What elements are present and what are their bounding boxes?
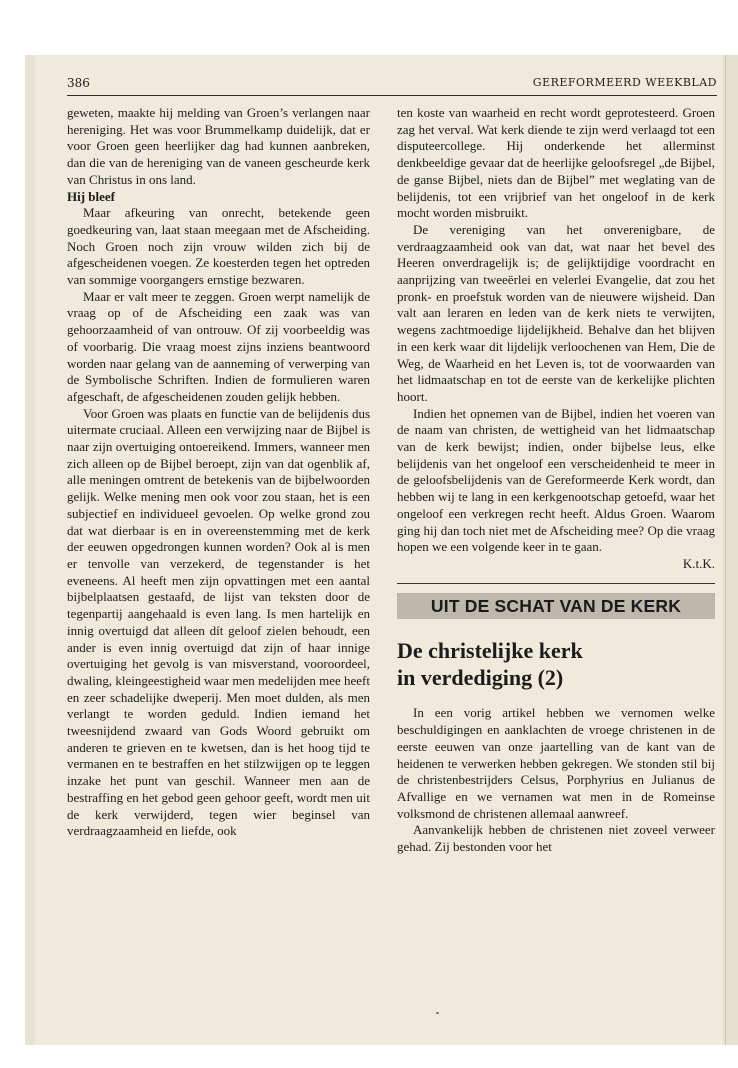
left-column [67,105,370,840]
article-title-line: De christelijke kerk [397,638,583,664]
paragraph: Voor Groen was plaats en functie van de belijdenis dus uitermate cruciaal. Alleen een verwijzing naar de Bijbel is naar zijn overtuiging ontoereikend. Immers, wanneer men zich alleen op de Bijbel beroept, zijn van dat ogenblik af, alle meningen omtrent de betekenis van de bijbelwoorden gelijk. Welke mening men ook voor zou staan, het is een subjectief en individueel gevoelen. Op welke grond zou dat wat dierbaar is en in overeenstemming met de kerk der eeuwen opgedrongen kunnen worden? Ook al is men er tenvolle van verzekerd, de tegenstander is het eveneens. Al heeft men zijn opvattingen met een aantal bijbelplaatsen gestaafd, de lijst van teksten door de tegenpartij aangehaald is even lang. Is men hartelijk en innig overtuigd dat alleen dít geloof zielen behoudt, een ander is even innig overtuigd dat zijn of haar innige overtuiging het gevolg is van misverstand, vooroordeel, dwaling, kleingeestigheid waar men medelijden mee heeft en zeer schadelijke dweperij. Men moet dulden, als men verlangt te worden geduld. Indien iemand het tweesnijdend zwaard van Gods Woord gebruikt om anderen te grieven en te kwetsen, dan is het hoog tijd te vermanen en te bestraffen en het stilzwijgen op te leggen inzake het punt van geschil. Wanneer men aan de bestraffing en het gebod geen gehoor geeft, wordt men uit de kerk verwijderd, tegen wier beginsel van verdraagzaamheid en liefde, ook [67,405,370,839]
adjacent-page-edge [725,55,738,1045]
magazine-page [35,55,723,1045]
scan-speck [436,1012,439,1014]
paragraph: Aanvankelijk hebben de christenen niet zoveel verweer gehad. Zij bestonden voor het [397,822,715,855]
paragraph: De vereniging van het onverenigbare, de verdraagzaamheid ook van dat, wat naar het bevel des Heeren onverdragelijk is; de gelijktijdige voordracht en aanprijzing van tweeërlei en velerlei Evangelie, dat zou het pronk- en proefstuk worden van de nieuwere wijsheid. Dan valt aan leraren en leden van de kerk niets te verwijten, wegens zachtmoedige lijdelijkheid. Behalve dan het blijven in een kerk waar dit lijdelijk verloochenen van Hem, Die de Weg, de Waarheid en het Leven is, tot de voorwaarden van het lidmaatschap en tot de eerste van de kerkelijke plichten hoort. [397,221,715,404]
paragraph: Maar afkeuring van onrecht, betekende geen goedkeuring van, laat staan meegaan met de Afscheiding. Noch Groen noch zijn vrouw wilden zich bij de afgescheidenen voegen. Ze koesterden tegen het optreden van sommige voorgangers ernstige bezwaren. [67,205,370,288]
paragraph: ten koste van waarheid en recht wordt geprotesteerd. Groen zag het verval. Wat kerk diende te zijn werd verlaagd tot een disputeercollege. Hij onderkende het allerminst denkbeeldige gevaar dat de heerlijke geloofsregel „de Bijbel, de ganse Bijbel, niets dan de Bijbel” met weglating van de belijdenis, tot een vrijbrief van het ongeloof in de kerk mocht worden misbruikt. [397,105,715,221]
right-column [397,105,715,856]
section-divider [397,583,715,584]
page-number: 386 [67,76,90,90]
article-title [397,637,715,691]
subheading: Hij bleef [67,188,116,204]
author-signature: K.t.K. [682,555,715,571]
paragraph: geweten, maakte hij melding van Groen’s verlangen naar hereniging. Het was voor Brummelkamp duidelijk, dat er voor Groen geen heerlijker dag had kunnen aanbreken, dan die van de hereniging van de vaneen gescheurde kerk van Christus in ons land. [67,105,370,187]
paragraph: Maar er valt meer te zeggen. Groen werpt namelijk de vraag op of de Afscheiding een zaak was van gehoorzaamheid of van ontrouw. Of zij voorbeeldig was of voorbarig. Die vraag moest zijns inziens beantwoord worden naar gelang van de aanneming of verwerping van de Symbolische Schriften. Indien de formulieren waren afgeschaft, de afgescheidenen zouden gelijk hebben. [67,288,370,404]
article-title-line: in verdediging (2) [397,665,564,691]
paragraph: Indien het opnemen van de Bijbel, indien het voeren van de naam van christen, de wettigheid van het lidmaatschap van de kerk bewijst; indien, onder bijbelse leus, elke belijdenis van het ongeloof een verscheidenheid te meer in de geloofsbelijdenis van de Gereformeerde Kerk wordt, dan hebben wij te lang in een kerkgenootschap getoefd, waar het ongeloof een verkregen recht heeft. Aldus Groen. Waarom ging hij dan toch niet met de Afscheiding mee? Op die vraag hopen we een volgende keer in te gaan. [397,405,715,555]
journal-title: GEREFORMEERD WEEKBLAD [532,76,717,89]
paragraph: In een vorig artikel hebben we vernomen welke beschuldigingen en aanklachten de vroege christenen in de eerste eeuwen van onze jaartelling van de kant van de heidenen te verwerken hebben gekregen. We stonden stil bij de christenbestrijders Celsus, Porphyrius en Julianus de Afvallige en we vernamen wat men in de Romeinse volksmond de christenen allemaal aanwreef. [397,705,715,821]
scanned-spread [25,55,738,1045]
page-header [67,73,717,96]
section-banner: UIT DE SCHAT VAN DE KERK [397,593,715,620]
